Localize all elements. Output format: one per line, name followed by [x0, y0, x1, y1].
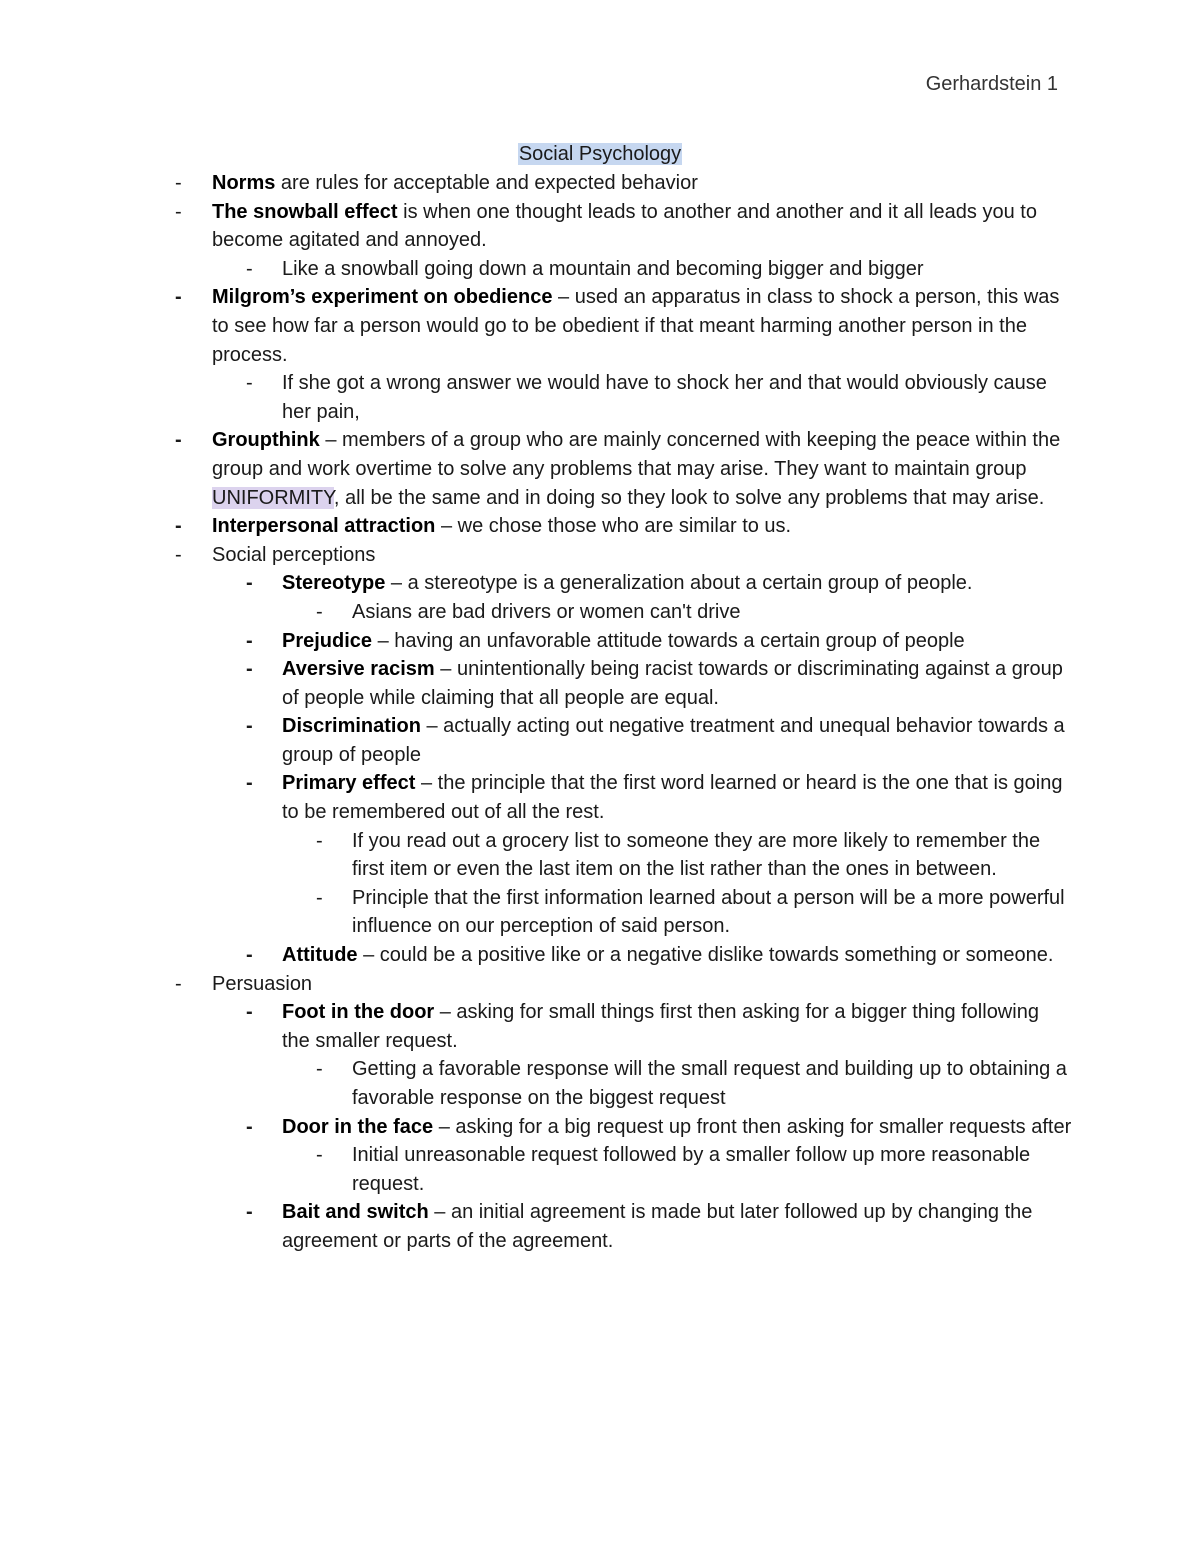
notes-list — [0, 169, 1200, 1256]
bullet-dash: - — [246, 372, 253, 395]
term: Attitude — [282, 944, 358, 967]
item-text — [282, 655, 1072, 712]
term: The snowball effect — [212, 200, 398, 223]
item-text — [212, 970, 1062, 999]
definition: – we chose those who are similar to us. — [435, 515, 792, 538]
definition: – members of a group who are mainly concerned with keeping the peace within the group and work overtime to solve any problems that may arise. They want to maintain group — [212, 429, 1061, 480]
definition: Social perceptions — [212, 543, 376, 566]
list-item — [0, 1113, 1200, 1142]
highlighted-word: UNIFORMITY — [212, 486, 334, 509]
bullet-dash: - — [316, 886, 323, 909]
list-item — [0, 598, 1200, 627]
bullet-dash: - — [246, 257, 253, 280]
definition: – an initial agreement is made but later followed up by changing the agreement or parts of the agreement. — [282, 1201, 1033, 1252]
list-item — [0, 541, 1200, 570]
definition: Like a snowball going down a mountain and becoming bigger and bigger — [282, 257, 924, 280]
item-text — [212, 541, 1062, 570]
list-item — [0, 827, 1200, 884]
term: Prejudice — [282, 629, 373, 652]
list-item — [0, 198, 1200, 255]
list-item — [0, 283, 1200, 369]
term: Norms — [212, 172, 276, 194]
list-item — [0, 255, 1200, 284]
bullet-dash: - — [175, 286, 182, 309]
definition-continued: , all be the same and in doing so they look to solve any problems that may arise. — [333, 486, 1045, 509]
definition: Initial unreasonable request followed by a smaller follow up more reasonable request. — [352, 1144, 1031, 1195]
bullet-dash: - — [246, 772, 253, 795]
list-item — [0, 369, 1200, 426]
list-item — [0, 884, 1200, 941]
term: Foot in the door — [282, 1001, 435, 1024]
definition: – asking for small things first then asking for a bigger thing following the smaller request. — [282, 1001, 1039, 1052]
bullet-dash: - — [175, 172, 182, 194]
item-text — [212, 426, 1062, 512]
document-title: Social Psychology — [518, 143, 682, 165]
item-text — [282, 627, 1072, 656]
item-text — [282, 941, 1072, 970]
definition: – asking for a big request up front then asking for smaller requests after — [433, 1115, 1072, 1138]
item-text — [282, 712, 1072, 769]
item-text — [352, 1141, 1072, 1198]
item-text — [282, 369, 1072, 426]
definition: If you read out a grocery list to someone they are more likely to remember the first item or even the last item on the list rather than the ones in between. — [352, 829, 1041, 881]
list-item — [0, 769, 1200, 826]
item-text — [282, 998, 1072, 1055]
definition: – actually acting out negative treatment and unequal behavior towards a group of people — [282, 715, 1065, 766]
bullet-dash: - — [175, 429, 182, 452]
list-item — [0, 1141, 1200, 1198]
definition: If she got a wrong answer we would have to shock her and that would obviously cause her pain, — [282, 372, 1047, 423]
bullet-dash: - — [316, 829, 323, 852]
bullet-dash: - — [246, 1115, 253, 1138]
definition: – a stereotype is a generalization about a certain group of people. — [385, 572, 973, 595]
list-item — [0, 569, 1200, 598]
bullet-dash: - — [246, 658, 253, 681]
term: Milgrom’s experiment on obedience — [212, 286, 553, 309]
bullet-dash: - — [246, 629, 253, 652]
item-text — [282, 1198, 1072, 1255]
term: Primary effect — [282, 772, 416, 795]
bullet-dash: - — [246, 715, 253, 738]
list-item — [0, 1198, 1200, 1255]
item-text — [212, 169, 1062, 198]
term: Bait and switch — [282, 1201, 429, 1224]
definition: – the principle that the first word learned or heard is the one that is going to be remembered out of all the rest. — [282, 772, 1063, 824]
term: Door in the face — [282, 1115, 434, 1138]
bullet-dash: - — [175, 515, 182, 538]
item-text — [212, 283, 1062, 369]
bullet-dash: - — [175, 972, 182, 995]
definition: Persuasion — [212, 972, 313, 995]
definition: Asians are bad drivers or women can't drive — [352, 600, 741, 623]
definition: are rules for acceptable and expected behavior — [275, 172, 698, 194]
item-text — [212, 512, 1062, 541]
list-item — [0, 655, 1200, 712]
item-text — [352, 598, 1072, 627]
bullet-dash: - — [246, 1201, 253, 1224]
page-header: Gerhardstein 1 — [925, 73, 1058, 95]
definition: – unintentionally being racist towards or discriminating against a group of people while claiming that all people are equal. — [282, 658, 1063, 709]
bullet-dash: - — [316, 1058, 323, 1081]
bullet-dash: - — [175, 543, 182, 566]
item-text — [282, 255, 1072, 284]
list-item — [0, 627, 1200, 656]
item-text — [282, 769, 1072, 826]
item-text — [352, 1055, 1072, 1112]
list-item — [0, 512, 1200, 541]
bullet-dash: - — [246, 1001, 253, 1024]
definition: Principle that the first information learned about a person will be a more powerful influence on our perception of said person. — [352, 886, 1065, 938]
term: Discrimination — [282, 715, 421, 738]
item-text — [352, 884, 1072, 941]
item-text — [282, 569, 1072, 598]
item-text — [212, 198, 1062, 255]
list-item — [0, 426, 1200, 512]
list-item — [0, 169, 1200, 198]
list-item — [0, 1055, 1200, 1112]
definition: – could be a positive like or a negative dislike towards something or someone. — [357, 944, 1054, 967]
list-item — [0, 998, 1200, 1055]
definition: is when one thought leads to another and another and it all leads you to become agitated and annoyed. — [212, 200, 1037, 252]
term: Groupthink — [212, 429, 320, 452]
term: Stereotype — [282, 572, 386, 595]
definition: Getting a favorable response will the small request and building up to obtaining a favorable response on the biggest request — [352, 1058, 1067, 1109]
list-item — [0, 970, 1200, 999]
term: Interpersonal attraction — [212, 515, 436, 538]
bullet-dash: - — [246, 572, 253, 595]
bullet-dash: - — [316, 600, 323, 623]
item-text — [352, 827, 1072, 884]
title-line — [0, 140, 1200, 168]
bullet-dash: - — [175, 200, 182, 223]
bullet-dash: - — [316, 1144, 323, 1167]
term: Aversive racism — [282, 658, 435, 681]
bullet-dash: - — [246, 944, 253, 967]
item-text — [282, 1113, 1072, 1142]
list-item — [0, 941, 1200, 970]
list-item — [0, 712, 1200, 769]
definition: – used an apparatus in class to shock a person, this was to see how far a person would go to be obedient if that meant harming another person in the process. — [212, 286, 1060, 366]
definition: – having an unfavorable attitude towards a certain group of people — [372, 629, 965, 652]
